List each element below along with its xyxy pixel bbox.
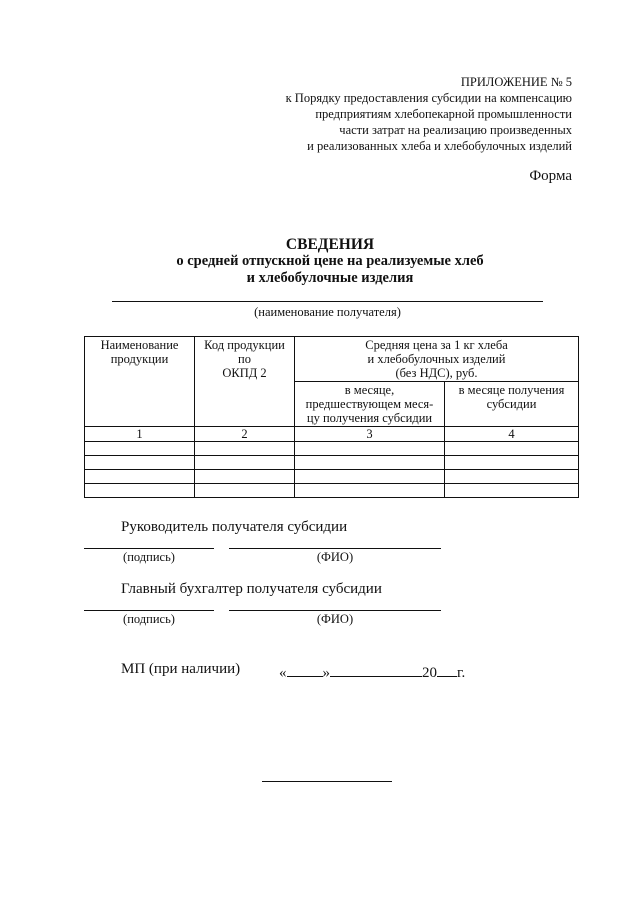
appendix-line: к Порядку предоставления субсидии на компенсацию — [285, 91, 572, 105]
title-line: и хлебобулочные изделия — [246, 270, 414, 286]
date-year-suffix: г. — [457, 665, 466, 681]
accountant-fio-line[interactable] — [229, 610, 441, 611]
table-cell[interactable] — [195, 456, 295, 470]
table-row — [85, 442, 579, 456]
price-table — [84, 336, 579, 498]
date-open-quote: « — [279, 665, 287, 681]
table-cell[interactable] — [295, 456, 445, 470]
date-month-blank[interactable] — [330, 661, 422, 677]
accountant-signature-line[interactable] — [84, 610, 214, 611]
table-cell[interactable] — [85, 456, 195, 470]
header-current-month: в месяце получения субсидии — [445, 382, 579, 427]
title-line: о средней отпускной цене на реализуемые хлеб — [176, 253, 484, 269]
head-signature-title: Руководитель получателя субсидии — [121, 519, 348, 535]
appendix-header — [286, 74, 572, 154]
table-cell[interactable] — [85, 484, 195, 498]
table-row — [85, 484, 579, 498]
accountant-signature-title: Главный бухгалтер получателя субсидии — [121, 581, 382, 597]
head-fio-line[interactable] — [229, 548, 441, 549]
appendix-line: и реализованных хлеба и хлебобулочных изделий — [307, 139, 572, 153]
head-signature-line[interactable] — [84, 548, 214, 549]
header-product-name: Наименование продукции — [85, 337, 195, 427]
column-number: 2 — [195, 427, 295, 442]
head-fio-caption: (ФИО) — [316, 550, 354, 564]
column-number: 4 — [445, 427, 579, 442]
appendix-line: предприятиям хлебопекарной промышленности — [315, 107, 572, 121]
seal-label: МП (при наличии) — [121, 661, 241, 677]
date-year-prefix: 20 — [422, 665, 437, 681]
table-cell[interactable] — [85, 470, 195, 484]
title-main: СВЕДЕНИЯ — [285, 236, 375, 253]
header-previous-month: в месяце, предшествующем меся- цу получения субсидии — [295, 382, 445, 427]
header-average-price: Средняя цена за 1 кг хлеба и хлебобулочных изделий (без НДС), руб. — [295, 337, 579, 382]
table-cell[interactable] — [195, 442, 295, 456]
table-cell[interactable] — [445, 456, 579, 470]
date-field — [279, 661, 465, 682]
recipient-name-line — [112, 301, 543, 302]
column-number: 1 — [85, 427, 195, 442]
document-title — [0, 236, 640, 287]
table-cell[interactable] — [295, 442, 445, 456]
table-column-numbers — [85, 427, 579, 442]
date-day-blank[interactable] — [287, 661, 323, 677]
table-cell[interactable] — [195, 484, 295, 498]
accountant-signature-caption: (подпись) — [123, 612, 175, 626]
table-cell[interactable] — [195, 470, 295, 484]
table-cell[interactable] — [445, 470, 579, 484]
date-close-quote: » — [322, 665, 330, 681]
table-row — [85, 470, 579, 484]
bottom-divider — [262, 781, 392, 782]
form-label: Форма — [529, 168, 572, 184]
table-row — [85, 456, 579, 470]
date-year-blank[interactable] — [437, 661, 457, 677]
appendix-line: части затрат на реализацию произведенных — [339, 123, 572, 137]
column-number: 3 — [295, 427, 445, 442]
table-cell[interactable] — [295, 470, 445, 484]
table-cell[interactable] — [295, 484, 445, 498]
header-okpd-code: Код продукции по ОКПД 2 — [195, 337, 295, 427]
accountant-fio-caption: (ФИО) — [316, 612, 354, 626]
recipient-caption: (наименование получателя) — [254, 305, 401, 319]
table-header-row — [85, 337, 579, 382]
appendix-number: ПРИЛОЖЕНИЕ № 5 — [460, 75, 572, 89]
head-signature-caption: (подпись) — [123, 550, 175, 564]
table-cell[interactable] — [85, 442, 195, 456]
table-cell[interactable] — [445, 442, 579, 456]
table-cell[interactable] — [445, 484, 579, 498]
